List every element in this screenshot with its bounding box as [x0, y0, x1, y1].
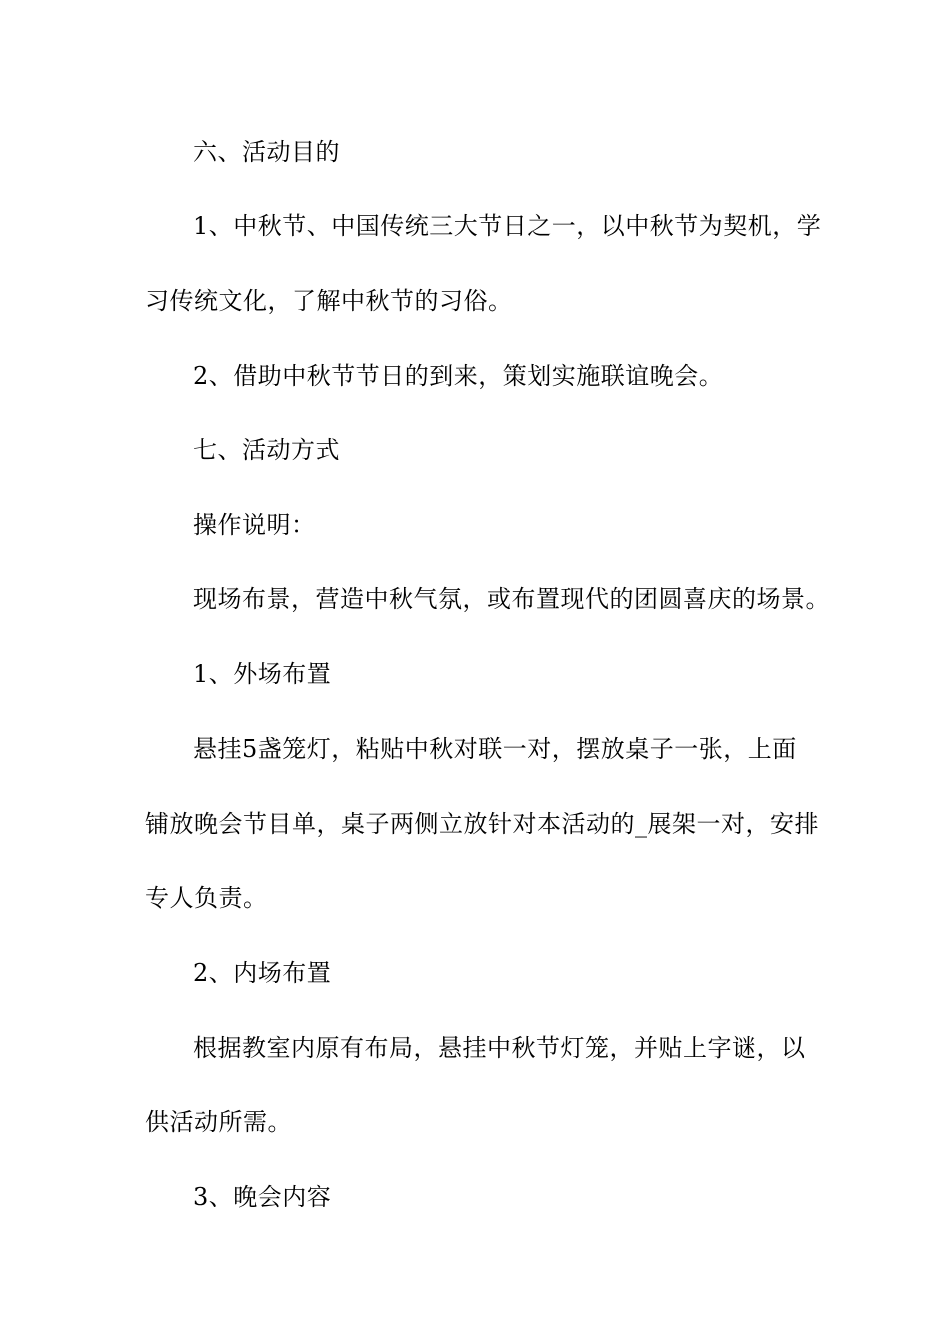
subheading-outer-setup: 1、外场布置 — [193, 660, 332, 688]
paragraph-line: 供活动所需。 — [145, 1108, 292, 1136]
paragraph-line: 根据教室内原有布局，悬挂中秋节灯笼，并贴上字谜，以 — [193, 1034, 806, 1062]
paragraph-line: 专人负责。 — [145, 884, 268, 912]
paragraph-line: 操作说明： — [193, 511, 316, 539]
paragraph-line: 铺放晚会节目单，桌子两侧立放针对本活动的_展架一对，安排 — [145, 810, 819, 838]
section-heading-activity-method: 七、活动方式 — [193, 436, 340, 464]
section-heading-activity-purpose: 六、活动目的 — [193, 138, 340, 166]
subheading-party-content: 3、晚会内容 — [193, 1183, 332, 1211]
subheading-inner-setup: 2、内场布置 — [193, 959, 332, 987]
paragraph-line: 1、中秋节、中国传统三大节日之一，以中秋节为契机，学 — [193, 212, 822, 240]
paragraph-line: 悬挂5盏笼灯，粘贴中秋对联一对，摆放桌子一张，上面 — [193, 735, 797, 763]
paragraph-line: 习传统文化，了解中秋节的习俗。 — [145, 287, 513, 315]
paragraph-line: 现场布景，营造中秋气氛，或布置现代的团圆喜庆的场景。 — [193, 585, 830, 613]
paragraph-line: 2、借助中秋节节日的到来，策划实施联谊晚会。 — [193, 362, 724, 390]
